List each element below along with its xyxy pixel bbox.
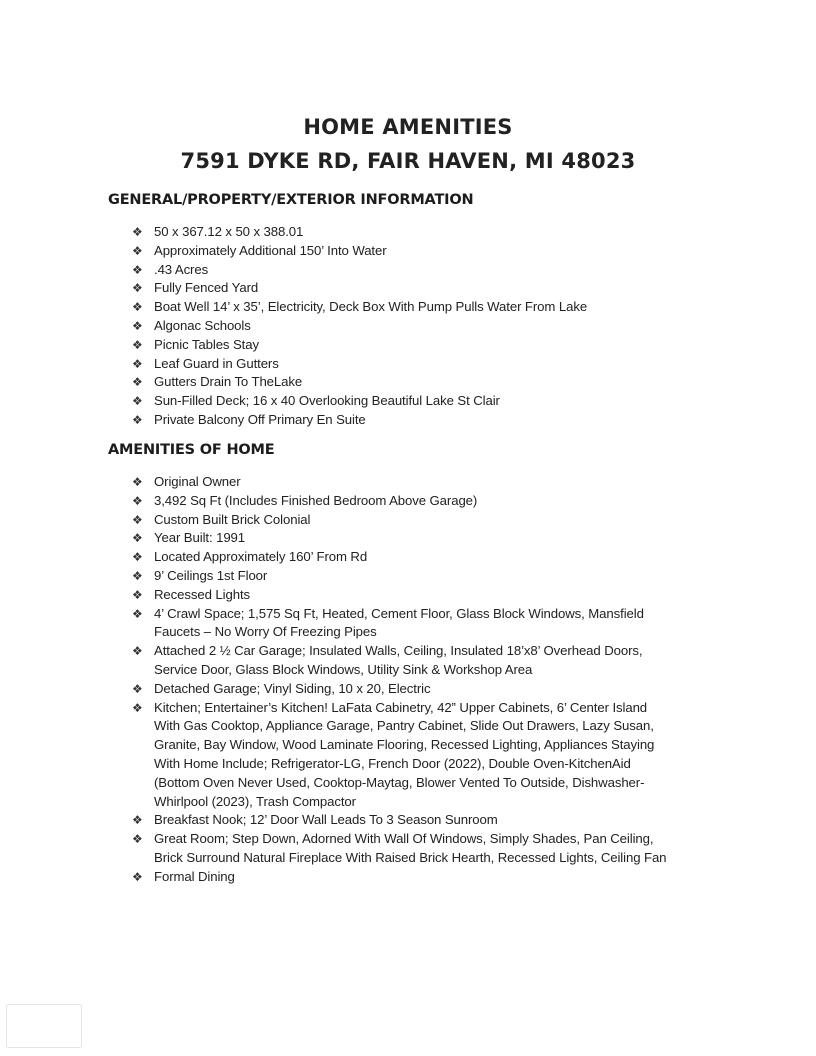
list-item-text: Detached Garage; Vinyl Siding, 10 x 20, Electric — [154, 680, 431, 696]
list-item — [132, 336, 732, 355]
list-item-text: Boat Well 14’ x 35’, Electricity, Deck Box With Pump Pulls Water From Lake — [154, 299, 588, 315]
list-item-text: Located Approximately 160’ From Rd — [154, 549, 368, 565]
list-item — [132, 473, 732, 492]
list-item — [132, 223, 732, 242]
list-item-text: Fully Fenced Yard — [154, 280, 259, 296]
list-item — [132, 492, 732, 511]
general-info-list — [132, 223, 732, 430]
list-item-text: Approximately Additional 150’ Into Water — [154, 242, 387, 258]
home-amenities-list — [132, 473, 732, 887]
diamond-bullet-icon: ❖ — [132, 243, 143, 258]
list-item — [132, 830, 732, 868]
list-item — [132, 811, 732, 830]
list-item-text: Custom Built Brick Colonial — [154, 511, 311, 527]
list-item-text: Great Room; Step Down, Adorned With Wall Of Windows, Simply Shades, Pan Ceiling, Brick Surround Natural Fireplace With Raised Brick Hearth, Recessed Lights, Ceiling Fan — [154, 831, 667, 865]
diamond-bullet-icon: ❖ — [132, 832, 143, 847]
list-item — [132, 242, 732, 261]
diamond-bullet-icon: ❖ — [132, 394, 143, 409]
list-item — [132, 511, 732, 530]
diamond-bullet-icon: ❖ — [132, 869, 143, 884]
list-item-text: Kitchen; Entertainer’s Kitchen! LaFata Cabinetry, 42” Upper Cabinets, 6’ Center Island With Gas Cooktop, Appliance Garage, Pantry Cabinet, Slide Out Drawers, Lazy Susan, Granite, Bay Window, Wood Laminate Flooring, Recessed Lighting, Appliances Staying With Home Include; Refrigerator-LG, French Door (2022), Double Oven-KitchenAid (Bottom Oven Never Used, Cooktop-Maytag, Blower Vented To Outside, Dishwasher- Whirlpool (2023), Trash Compactor — [154, 699, 655, 809]
list-item — [132, 642, 732, 680]
diamond-bullet-icon: ❖ — [132, 700, 143, 715]
document-title: HOME AMENITIES — [303, 115, 513, 139]
list-item — [132, 392, 732, 411]
list-item — [132, 317, 732, 336]
list-item-text: Picnic Tables Stay — [154, 336, 259, 352]
section-heading-general: GENERAL/PROPERTY/EXTERIOR INFORMATION — [108, 192, 474, 208]
diamond-bullet-icon: ❖ — [132, 813, 143, 828]
list-item — [132, 548, 732, 567]
list-item-text: Algonac Schools — [154, 317, 251, 333]
list-item — [132, 868, 732, 887]
document-header — [0, 112, 816, 176]
diamond-bullet-icon: ❖ — [132, 550, 143, 565]
diamond-bullet-icon: ❖ — [132, 681, 143, 696]
diamond-bullet-icon: ❖ — [132, 475, 143, 489]
diamond-bullet-icon: ❖ — [132, 225, 143, 239]
list-item-text: Year Built: 1991 — [154, 530, 246, 546]
diamond-bullet-icon: ❖ — [132, 375, 143, 390]
list-item-text: Breakfast Nook; 12’ Door Wall Leads To 3 Season Sunroom — [154, 812, 498, 828]
diamond-bullet-icon: ❖ — [132, 337, 143, 352]
list-item — [132, 261, 732, 280]
list-item — [132, 529, 732, 548]
list-item-text: Sun-Filled Deck; 16 x 40 Overlooking Beautiful Lake St Clair — [154, 393, 500, 409]
diamond-bullet-icon: ❖ — [132, 262, 143, 277]
list-item-text: 4’ Crawl Space; 1,575 Sq Ft, Heated, Cement Floor, Glass Block Windows, Mansfield Faucets – No Worry Of Freezing Pipes — [154, 605, 644, 640]
diamond-bullet-icon: ❖ — [132, 493, 143, 508]
list-item-text: .43 Acres — [154, 261, 209, 277]
realtor-logo-watermark — [6, 1004, 82, 1048]
list-item-text: Leaf Guard in Gutters — [154, 355, 279, 371]
list-item-text: Attached 2 ½ Car Garage; Insulated Walls, Ceiling, Insulated 18’x8’ Overhead Doors, Service Door, Glass Block Windows, Utility Sink & Workshop Area — [154, 643, 643, 677]
list-item-text: 50 x 367.12 x 50 x 388.01 — [154, 224, 304, 239]
list-item — [132, 411, 732, 430]
diamond-bullet-icon: ❖ — [132, 606, 143, 621]
list-item — [132, 699, 732, 812]
diamond-bullet-icon: ❖ — [132, 356, 143, 371]
diamond-bullet-icon: ❖ — [132, 412, 143, 427]
list-item-text: Formal Dining — [154, 868, 235, 884]
list-item-text: Gutters Drain To TheLake — [154, 374, 303, 390]
list-item-text: Private Balcony Off Primary En Suite — [154, 411, 366, 427]
list-item — [132, 279, 732, 298]
section-heading-amenities: AMENITIES OF HOME — [108, 442, 275, 458]
diamond-bullet-icon: ❖ — [132, 644, 143, 659]
list-item — [132, 605, 732, 643]
property-address: 7591 DYKE RD, FAIR HAVEN, MI 48023 — [180, 149, 636, 173]
list-item — [132, 586, 732, 605]
list-item — [132, 680, 732, 699]
list-item-text: 3,492 Sq Ft (Includes Finished Bedroom Above Garage) — [154, 492, 478, 508]
diamond-bullet-icon: ❖ — [132, 587, 143, 602]
diamond-bullet-icon: ❖ — [132, 318, 143, 333]
diamond-bullet-icon: ❖ — [132, 568, 143, 583]
list-item — [132, 567, 732, 586]
list-item — [132, 355, 732, 374]
diamond-bullet-icon: ❖ — [132, 281, 143, 296]
diamond-bullet-icon: ❖ — [132, 300, 143, 315]
list-item-text: Recessed Lights — [154, 586, 250, 602]
list-item-text: Original Owner — [154, 474, 241, 489]
list-item — [132, 373, 732, 392]
diamond-bullet-icon: ❖ — [132, 531, 143, 546]
list-item-text: 9’ Ceilings 1st Floor — [154, 567, 268, 583]
list-item — [132, 298, 732, 317]
diamond-bullet-icon: ❖ — [132, 512, 143, 527]
